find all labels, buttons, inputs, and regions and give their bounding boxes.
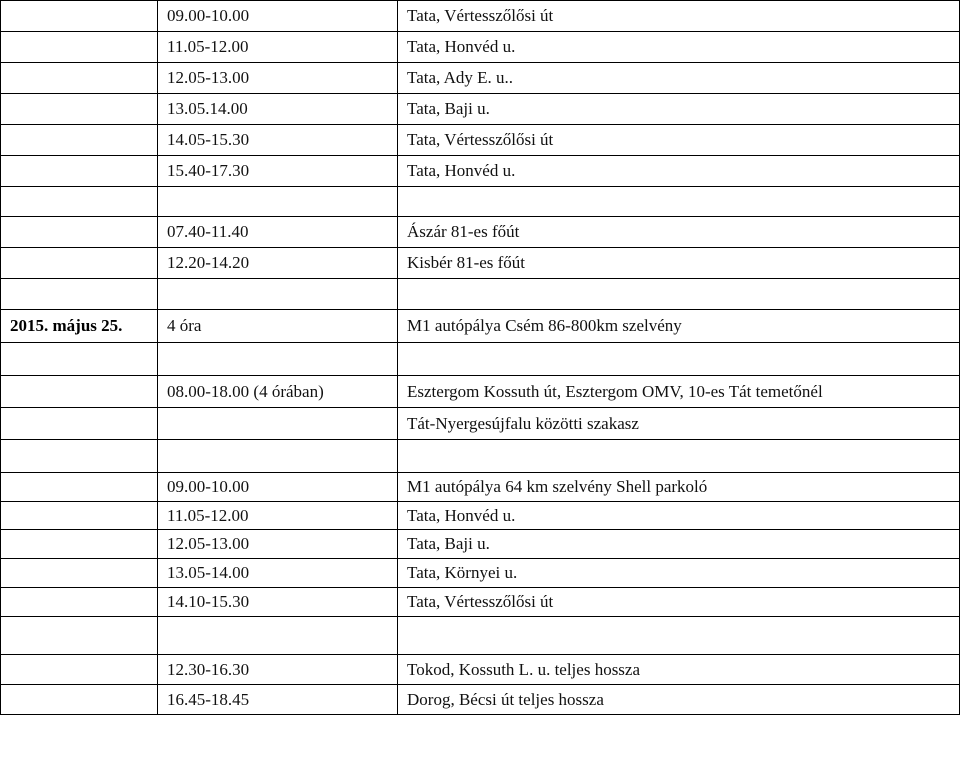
table-row: [1, 530, 960, 559]
date-cell: [1, 1, 158, 32]
location-cell: Tata, Környei u.: [398, 559, 960, 588]
date-cell: [1, 217, 158, 248]
date-cell: [1, 376, 158, 408]
table-row: [1, 63, 960, 94]
time-cell: 14.10-15.30: [158, 588, 398, 617]
table-row: [1, 502, 960, 530]
location-cell: Kisbér 81-es főút: [398, 248, 960, 279]
date-cell: [1, 156, 158, 187]
table-row: [1, 408, 960, 440]
date-cell: [1, 473, 158, 502]
location-cell: [398, 279, 960, 310]
table-row: [1, 685, 960, 715]
table-row: [1, 473, 960, 502]
location-cell: Tata, Baji u.: [398, 94, 960, 125]
time-cell: 15.40-17.30: [158, 156, 398, 187]
date-cell: [1, 655, 158, 685]
table-row: [1, 156, 960, 187]
time-cell: 12.05-13.00: [158, 530, 398, 559]
time-cell: 13.05.14.00: [158, 94, 398, 125]
location-cell: Ászár 81-es főút: [398, 217, 960, 248]
time-cell: 09.00-10.00: [158, 473, 398, 502]
table-row: [1, 1, 960, 32]
location-cell: [398, 617, 960, 655]
table-row-spacer: [1, 187, 960, 217]
date-cell: [1, 408, 158, 440]
location-cell: Tata, Ady E. u..: [398, 63, 960, 94]
time-cell: [158, 408, 398, 440]
date-cell: [1, 125, 158, 156]
location-cell: Tát-Nyergesújfalu közötti szakasz: [398, 408, 960, 440]
time-cell: 12.20-14.20: [158, 248, 398, 279]
date-cell: [1, 530, 158, 559]
time-cell: [158, 187, 398, 217]
time-cell: [158, 440, 398, 473]
date-cell: [1, 248, 158, 279]
location-cell: Tokod, Kossuth L. u. teljes hossza: [398, 655, 960, 685]
location-cell: [398, 187, 960, 217]
time-cell: 07.40-11.40: [158, 217, 398, 248]
date-cell: [1, 94, 158, 125]
date-cell: [1, 559, 158, 588]
location-cell: Tata, Vértesszőlősi út: [398, 1, 960, 32]
date-cell: [1, 279, 158, 310]
table-row: [1, 248, 960, 279]
location-cell: Tata, Baji u.: [398, 530, 960, 559]
time-cell: 13.05-14.00: [158, 559, 398, 588]
date-cell: [1, 343, 158, 376]
table-row: [1, 376, 960, 408]
location-cell: Tata, Vértesszőlősi út: [398, 588, 960, 617]
location-cell: M1 autópálya 64 km szelvény Shell parkoló: [398, 473, 960, 502]
table-row-date: [1, 310, 960, 343]
date-cell: [1, 187, 158, 217]
location-cell: Dorog, Bécsi út teljes hossza: [398, 685, 960, 715]
table-row: [1, 94, 960, 125]
location-cell: Tata, Honvéd u.: [398, 502, 960, 530]
time-cell: [158, 343, 398, 376]
time-cell: 09.00-10.00: [158, 1, 398, 32]
table-row: [1, 655, 960, 685]
table-row: [1, 559, 960, 588]
date-cell: 2015. május 25.: [1, 310, 158, 343]
time-cell: 12.05-13.00: [158, 63, 398, 94]
time-cell: 12.30-16.30: [158, 655, 398, 685]
table-row: [1, 125, 960, 156]
location-cell: Esztergom Kossuth út, Esztergom OMV, 10-es Tát temetőnél: [398, 376, 960, 408]
table-row-spacer: [1, 343, 960, 376]
location-cell: Tata, Vértesszőlősi út: [398, 125, 960, 156]
time-cell: [158, 279, 398, 310]
table-row: [1, 217, 960, 248]
date-cell: [1, 685, 158, 715]
table-row-spacer: [1, 440, 960, 473]
time-cell: 14.05-15.30: [158, 125, 398, 156]
date-cell: [1, 588, 158, 617]
time-cell: 11.05-12.00: [158, 502, 398, 530]
table-row: [1, 32, 960, 63]
time-cell: 4 óra: [158, 310, 398, 343]
table-row-spacer: [1, 617, 960, 655]
time-cell: [158, 617, 398, 655]
time-cell: 16.45-18.45: [158, 685, 398, 715]
location-cell: [398, 440, 960, 473]
time-cell: 11.05-12.00: [158, 32, 398, 63]
location-cell: M1 autópálya Csém 86-800km szelvény: [398, 310, 960, 343]
date-cell: [1, 617, 158, 655]
location-cell: [398, 343, 960, 376]
date-cell: [1, 502, 158, 530]
location-cell: Tata, Honvéd u.: [398, 32, 960, 63]
table-row-spacer: [1, 279, 960, 310]
date-cell: [1, 440, 158, 473]
table-row: [1, 588, 960, 617]
location-cell: Tata, Honvéd u.: [398, 156, 960, 187]
date-cell: [1, 63, 158, 94]
time-cell: 08.00-18.00 (4 órában): [158, 376, 398, 408]
date-cell: [1, 32, 158, 63]
